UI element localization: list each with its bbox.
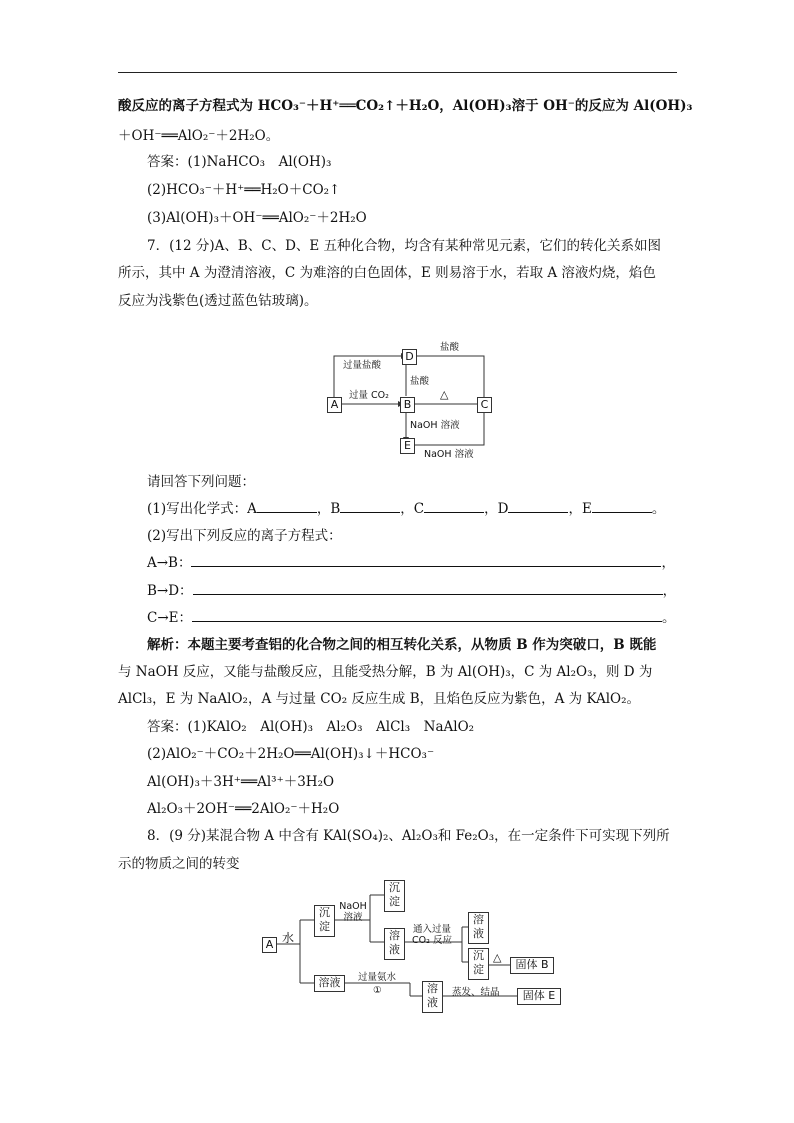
text-line: 酸反应的离子方程式为 HCO₃⁻＋H⁺══CO₂↑＋H₂O，Al(OH)₃溶于 OH⁻的反应为 Al(OH)₃ <box>118 98 693 114</box>
answer-line: 答案：(1)KAlO₂ Al(OH)₃ Al₂O₃ AlCl₃ NaAlO₂ <box>147 719 475 735</box>
equation-blank-ce: C→E： 。 <box>147 610 676 626</box>
label-water: 水 <box>282 931 295 945</box>
precipitate-3: 沉淀 <box>468 948 489 980</box>
answer-line: (2)HCO₃⁻＋H⁺══H₂O＋CO₂↑ <box>147 182 341 198</box>
label-naoh-ce: NaOH 溶液 <box>424 449 474 460</box>
label-naoh: NaOH 溶液 <box>339 901 367 923</box>
label-excess-co2: 过量 CO₂ <box>349 390 389 401</box>
analysis-line: AlCl₃，E 为 NaAlO₂，A 与过量 CO₂ 反应生成 B，且焰色反应为紫色，A 为 KAlO₂。 <box>118 691 641 707</box>
question-7-line: 反应为浅紫色(透过蓝色钴玻璃)。 <box>118 293 318 309</box>
question-line: (2)写出下列反应的离子方程式： <box>147 528 342 544</box>
answer-line: (2)AlO₂⁻＋CO₂＋2H₂O══Al(OH)₃↓＋HCO₃⁻ <box>147 746 435 762</box>
compound-b: B <box>400 397 415 413</box>
heat-symbol: △ <box>493 951 502 964</box>
solution-3: 溶液 <box>314 975 345 992</box>
solution-2: 溶液 <box>468 912 489 944</box>
precipitate-2: 沉淀 <box>384 880 405 912</box>
question-8-line: 示的物质之间的转变 <box>118 856 240 872</box>
compound-e: E <box>400 438 415 454</box>
solid-b: 固体 B <box>510 957 554 974</box>
label-co2: 通入过量 CO₂ 反应 <box>412 924 452 946</box>
solid-e: 固体 E <box>517 988 561 1005</box>
heat-symbol: △ <box>440 388 449 401</box>
equation-blank-ab: A→B： ， <box>147 555 675 571</box>
question-7-line: 7．(12 分)A、B、C、D、E 五种化合物，均含有某种常见元素，它们的转化关系如图 <box>147 238 662 254</box>
compound-d: D <box>402 349 417 365</box>
label-step-1: ① <box>373 985 382 996</box>
label-excess-hcl: 过量盐酸 <box>343 360 382 371</box>
compound-c: C <box>477 397 492 413</box>
question-8-line: 8．(9 分)某混合物 A 中含有 KAl(SO₄)₂、Al₂O₃和 Fe₂O₃，在一定条件下可实现下列所 <box>147 828 670 844</box>
answer-line: (3)Al(OH)₃＋OH⁻══AlO₂⁻＋2H₂O <box>147 210 367 226</box>
analysis-line: 解析：本题主要考查铝的化合物之间的相互转化关系，从物质 B 作为突破口，B 既能 <box>147 637 657 653</box>
precipitate-1: 沉淀 <box>314 905 335 937</box>
question-line: 请回答下列问题： <box>147 474 255 490</box>
equation-blank-bd: B→D： ， <box>147 583 677 599</box>
solution-1: 溶液 <box>384 928 405 960</box>
blank-line-formulas: (1)写出化学式：A ，B ，C ，D ，E 。 <box>147 501 666 517</box>
label-hcl-bd: 盐酸 <box>410 376 430 387</box>
label-hcl-top: 盐酸 <box>440 342 460 353</box>
answer-line: Al₂O₃＋2OH⁻══2AlO₂⁻＋H₂O <box>147 801 340 817</box>
answer-line: 答案：(1)NaHCO₃ Al(OH)₃ <box>147 154 332 170</box>
analysis-line: 与 NaOH 反应，又能与盐酸反应，且能受热分解，B 为 Al(OH)₃，C 为 Al₂O₃，则 D 为 <box>118 664 653 680</box>
mixture-a: A <box>262 937 277 953</box>
question-7-line: 所示，其中 A 为澄清溶液，C 为难溶的白色固体，E 则易溶于水，若取 A 溶液灼烧，焰色 <box>118 265 656 281</box>
compound-a: A <box>327 397 342 413</box>
text-line: ＋OH⁻══AlO₂⁻＋2H₂O。 <box>118 128 280 144</box>
solution-4: 溶液 <box>422 981 443 1013</box>
label-evaporate: 蒸发、结晶 <box>452 987 500 998</box>
answer-line: Al(OH)₃＋3H⁺══Al³⁺＋3H₂O <box>147 774 335 790</box>
label-ammonia: 过量氨水 <box>358 972 397 983</box>
label-naoh-be: NaOH 溶液 <box>410 420 460 431</box>
